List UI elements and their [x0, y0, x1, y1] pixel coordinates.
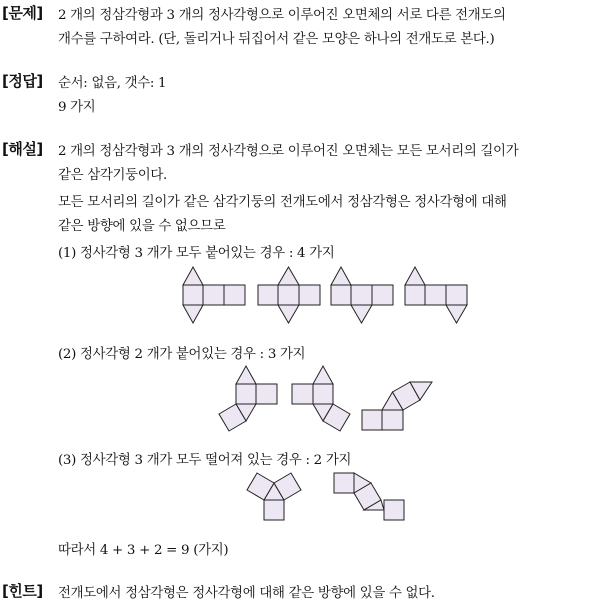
net-1-2 [258, 267, 320, 323]
net-2-1 [219, 366, 277, 431]
conclusion-text: 따라서 4 + 3 + 2 = 9 (가지) [58, 543, 229, 558]
answer-label: [정답] [2, 72, 43, 90]
solution-line-1: 2 개의 정삼각형과 3 개의 정사각형으로 이루어진 오면체는 모든 모서리의 길이가 [58, 144, 519, 159]
net-1-4 [405, 267, 467, 323]
hint-text: 전개도에서 정삼각형은 정사각형에 대해 같은 방향에 있을 수 없다. [58, 586, 435, 601]
net-2-3 [362, 382, 432, 430]
case1-text: (1) 정사각형 3 개가 모두 붙어있는 경우 : 4 가지 [58, 246, 335, 261]
net-1-1 [183, 267, 245, 323]
problem-line-2: 개수를 구하여라. (단, 돌리거나 뒤집어서 같은 모양은 하나의 전개도로 본다.) [58, 32, 495, 47]
answer-line-1: 순서: 없음, 갯수: 1 [58, 76, 167, 91]
solution-line-3: 모든 모서리의 길이가 같은 삼각기둥의 전개도에서 정삼각형은 정사각형에 대해 [58, 195, 507, 210]
solution-label: [해설] [2, 140, 43, 158]
solution-line-2: 같은 삼각기둥이다. [58, 168, 167, 183]
net-1-3 [331, 267, 393, 323]
case2-text: (2) 정사각형 2 개가 붙어있는 경우 : 3 가지 [58, 347, 306, 362]
net-3-2 [334, 473, 404, 520]
net-3-1 [247, 473, 301, 520]
solution-line-4: 같은 방향에 있을 수 없으므로 [58, 219, 226, 234]
answer-line-2: 9 가지 [58, 100, 96, 115]
net-2-2 [292, 366, 350, 431]
hint-label: [힌트] [2, 582, 43, 600]
problem-line-1: 2 개의 정삼각형과 3 개의 정사각형으로 이루어진 오면체의 서로 다른 전개도의 [58, 8, 506, 23]
case3-text: (3) 정사각형 3 개가 모두 떨어져 있는 경우 : 2 가지 [58, 453, 352, 468]
problem-label: [문제] [2, 4, 43, 22]
